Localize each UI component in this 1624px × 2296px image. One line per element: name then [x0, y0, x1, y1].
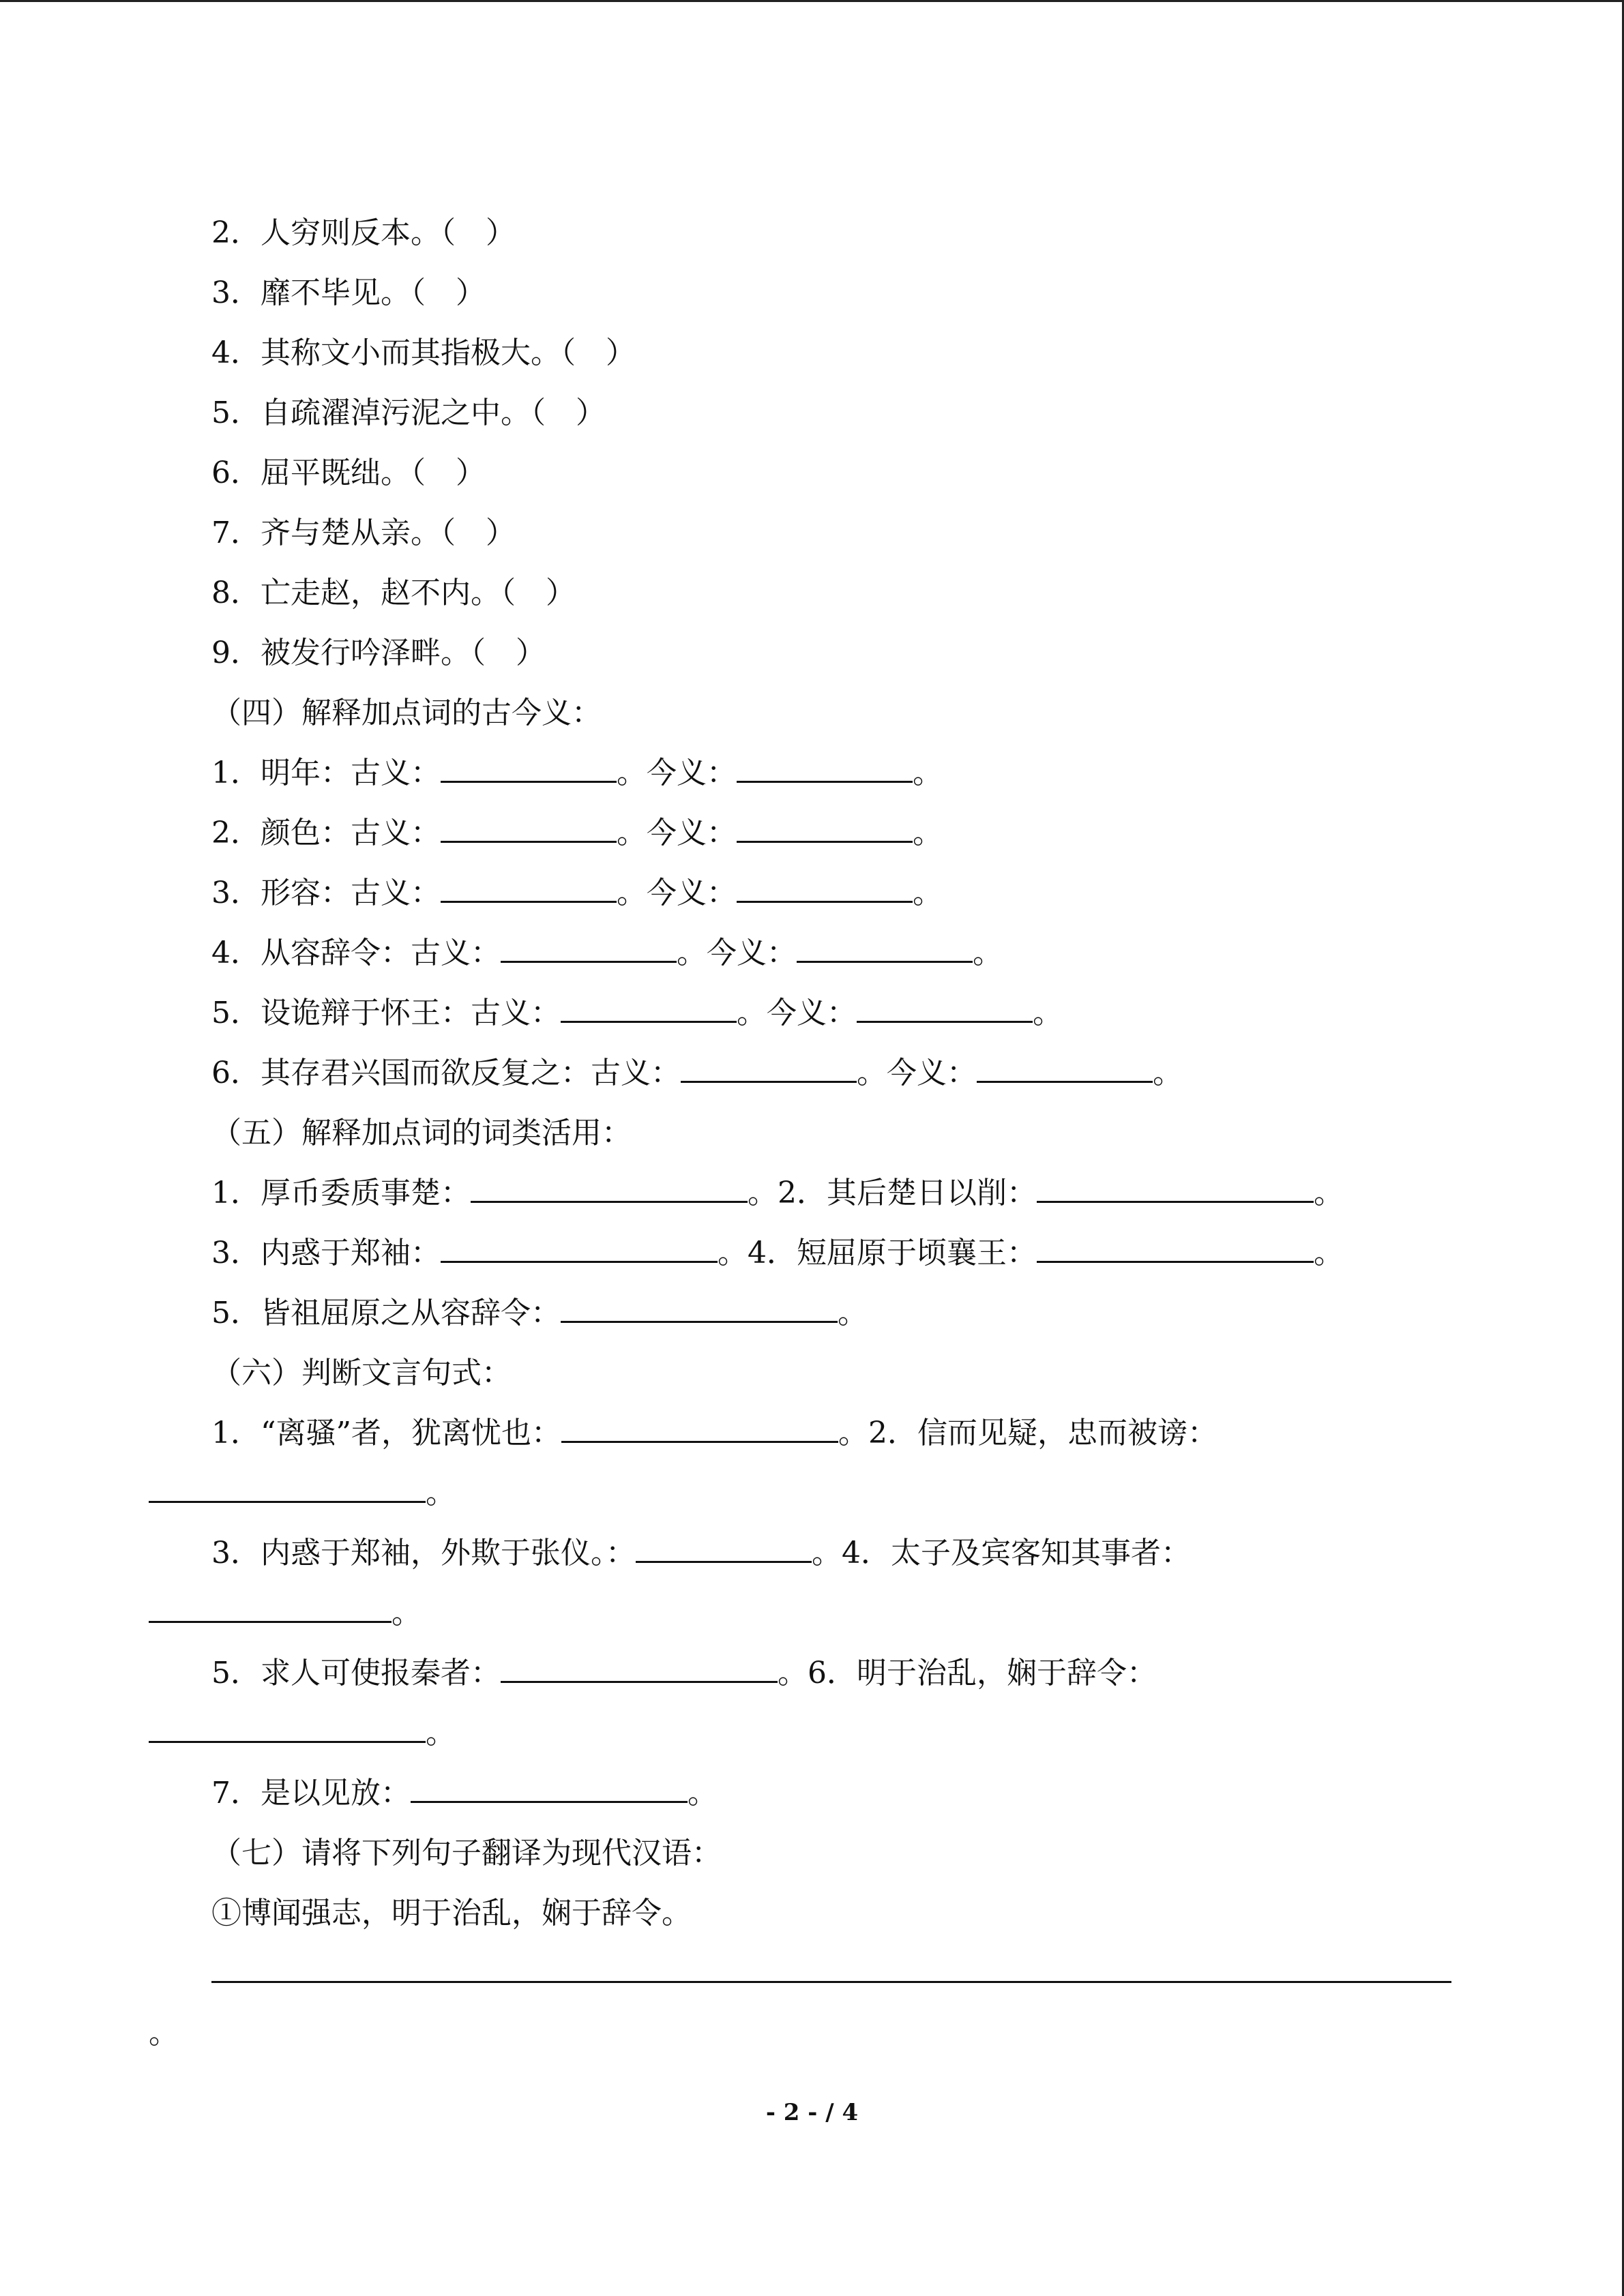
answer-blank[interactable] [501, 1655, 778, 1683]
answer-blank[interactable] [411, 1775, 688, 1803]
list-item: 8．亡走赵，赵不内。（ ） [211, 576, 576, 610]
list-item: 2．人穷则反本。（ ） [211, 215, 516, 250]
list-item: 3．形容：古义： 。今义： 。 [211, 876, 943, 910]
list-item: 4．从容辞令：古义： 。今义： 。 [211, 936, 1003, 970]
answer-blank[interactable] [441, 755, 617, 783]
answer-blank[interactable] [561, 995, 737, 1023]
page-number: - 2 - / 4 [765, 2099, 859, 2126]
list-item: ①博闻强志，明于治乱，娴于辞令。 [211, 1896, 692, 1930]
list-item: 2．颜色：古义： 。今义： 。 [211, 816, 943, 850]
list-item: 6．屈平既绌。（ ） [211, 456, 486, 490]
list-item: 。 [149, 1593, 422, 1634]
answer-blank[interactable] [797, 935, 973, 963]
answer-blank[interactable] [149, 1595, 392, 1623]
section-heading: （六）判断文言句式： [211, 1356, 512, 1390]
list-item: 。 [149, 1713, 456, 1754]
list-item: 5．皆祖屈原之从容辞令： 。 [211, 1296, 868, 1330]
answer-blank[interactable] [149, 1715, 426, 1743]
answer-blank[interactable] [501, 935, 677, 963]
section-heading: （五）解释加点词的词类活用： [211, 1116, 632, 1150]
answer-blank[interactable] [737, 875, 913, 903]
section-heading: （四）解释加点词的古今义： [211, 696, 602, 730]
answer-blank[interactable] [1037, 1235, 1314, 1263]
list-item: 3．靡不毕见。（ ） [211, 275, 486, 310]
answer-blank[interactable] [149, 1475, 426, 1503]
answer-blank[interactable] [441, 1235, 718, 1263]
answer-blank[interactable] [561, 1415, 838, 1443]
answer-blank[interactable] [471, 1175, 748, 1203]
list-item: 1．“离骚”者，犹离忧也： 。2．信而见疑，忠而被谤： [211, 1416, 1217, 1450]
list-item: 5．自疏濯淖污泥之中。（ ） [211, 396, 606, 430]
answer-blank[interactable] [737, 755, 913, 783]
list-item: 5．设诡辩于怀王：古义： 。今义： 。 [211, 996, 1063, 1030]
answer-blank[interactable] [561, 1295, 838, 1323]
list-item: 7．是以见放： 。 [211, 1776, 718, 1810]
answer-blank[interactable] [441, 815, 617, 843]
list-item: 5．求人可使报秦者： 。6．明于治乱，娴于辞令： [211, 1656, 1157, 1690]
list-item: 1．厚币委质事楚： 。2．其后楚日以削： 。 [211, 1176, 1344, 1210]
section-heading: （七）请将下列句子翻译为现代汉语： [211, 1836, 722, 1870]
answer-blank[interactable] [857, 995, 1033, 1023]
answer-blank[interactable] [636, 1535, 812, 1563]
list-item: 7．齐与楚从亲。（ ） [211, 516, 516, 550]
answer-blank[interactable] [977, 1055, 1153, 1083]
list-item: 1．明年：古义： 。今义： 。 [211, 756, 943, 790]
answer-blank[interactable] [1037, 1175, 1314, 1203]
list-item: 3．内惑于郑袖： 。4．短屈原于顷襄王： 。 [211, 1236, 1344, 1270]
period-mark: 。 [149, 2016, 179, 2051]
page-border-top [0, 0, 1624, 2]
list-item: 4．其称文小而其指极大。（ ） [211, 336, 636, 370]
answer-blank[interactable] [441, 875, 617, 903]
answer-blank[interactable] [737, 815, 913, 843]
list-item: 3．内惑于郑袖，外欺于张仪。： 。4．太子及宾客知其事者： [211, 1536, 1191, 1570]
answer-line [211, 1953, 1451, 1994]
list-item: 9．被发行吟泽畔。（ ） [211, 636, 546, 670]
list-item: 6．其存君兴国而欲反复之：古义： 。今义： 。 [211, 1056, 1183, 1090]
list-item: 。 [149, 1473, 456, 1514]
answer-blank[interactable] [681, 1055, 857, 1083]
answer-blank[interactable] [211, 1955, 1451, 1983]
